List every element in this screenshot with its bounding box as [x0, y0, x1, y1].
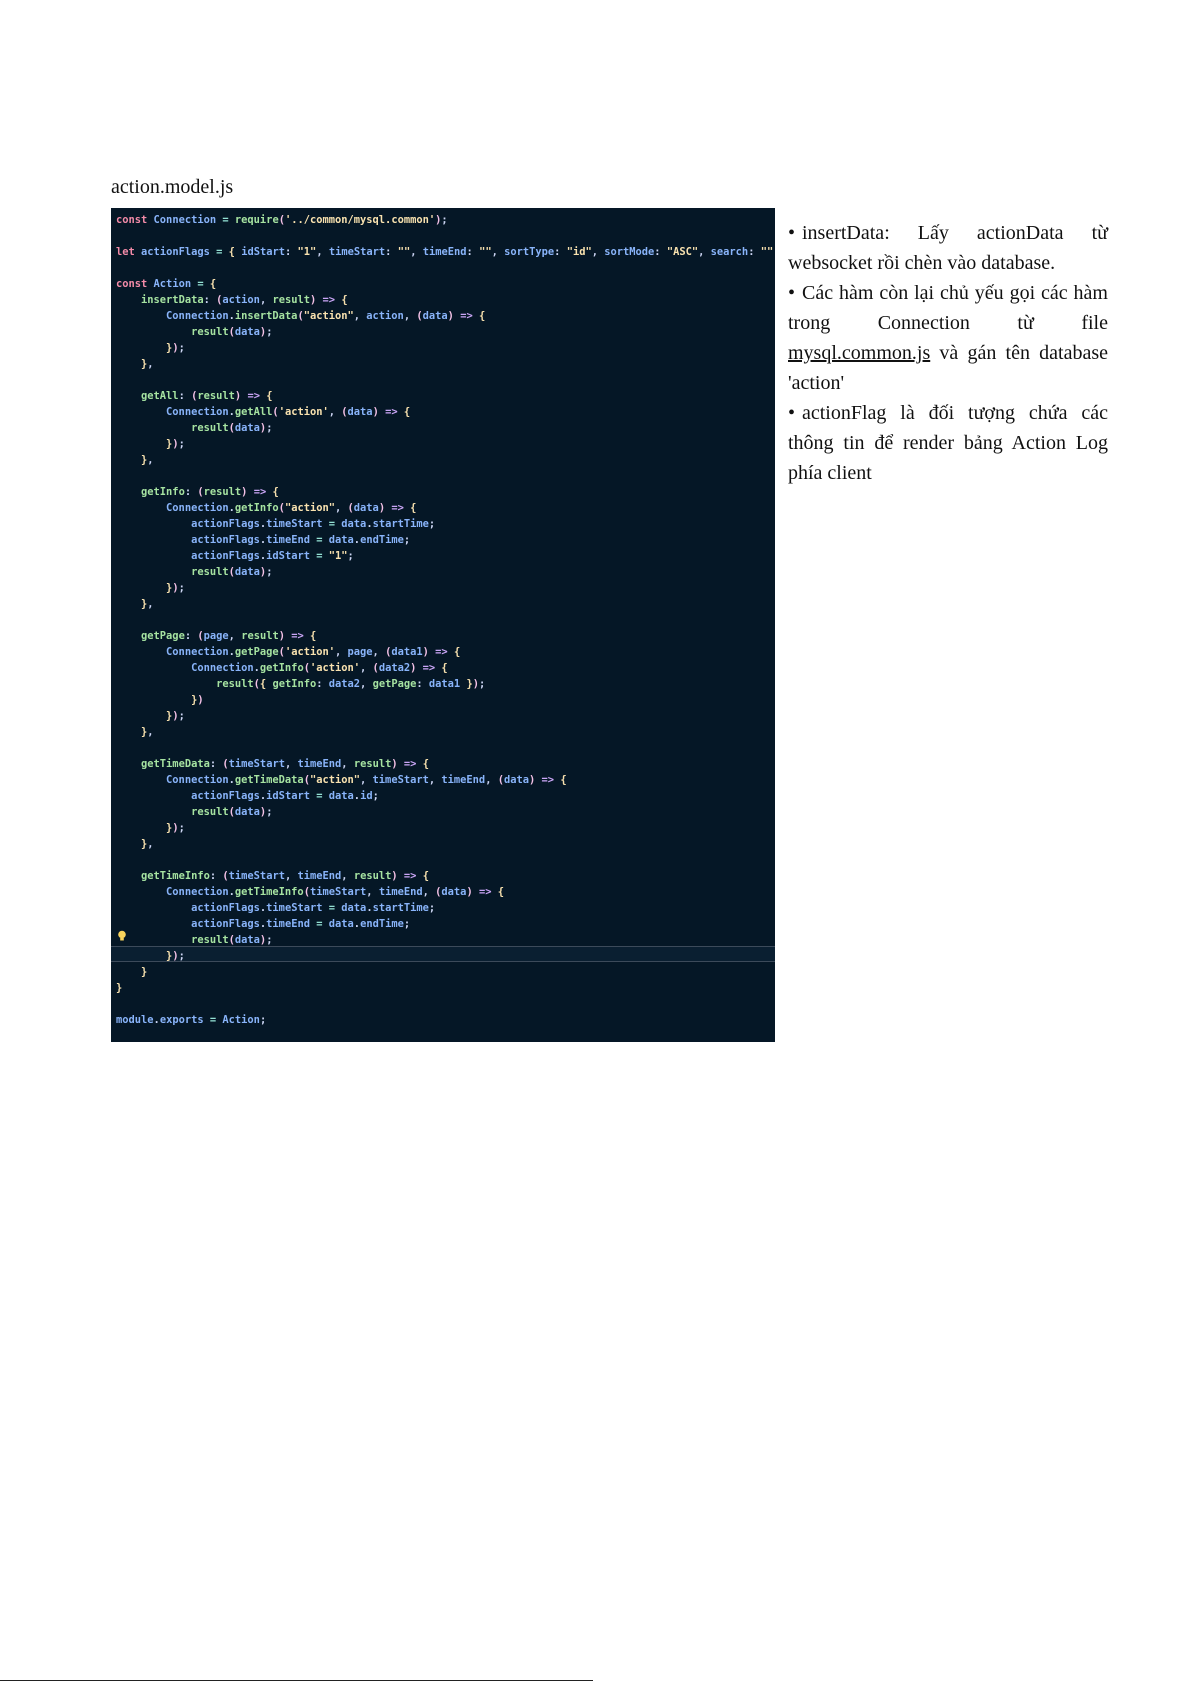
code-line — [116, 612, 775, 628]
code-line: }); — [166, 438, 185, 450]
code-line: actionFlags.idStart = "1"; — [191, 550, 354, 562]
note-connection-text: Các hàm còn lại chủ yếu gọi các hàm trong Connection từ file — [788, 282, 1108, 334]
code-line: }); — [166, 822, 185, 834]
code-line: const Action = { — [116, 278, 217, 290]
footer-rule — [0, 1680, 593, 1681]
bullet-icon: • — [788, 282, 796, 304]
note-connection — [788, 278, 1108, 398]
code-line: getAll: (result) => { — [141, 390, 273, 402]
code-line: Connection.insertData("action", action, (data) => { — [166, 310, 486, 322]
mysql-common-link[interactable]: mysql.common.js — [788, 342, 931, 364]
code-line — [116, 996, 775, 1012]
code-line: getTimeInfo: (timeStart, timeEnd, result) => { — [141, 870, 429, 882]
code-line: insertData: (action, result) => { — [141, 294, 348, 306]
code-line — [116, 372, 775, 388]
note-insertdata-text: insertData: Lấy actionData từ websocket rồi chèn vào database. — [788, 222, 1108, 274]
code-line: const Connection = require('../common/mysql.common'); — [116, 214, 448, 226]
code-line: let actionFlags = { idStart: "1", timeStart: "", timeEnd: "", sortType: "id", sortMode: "ASC", search: "" — [116, 246, 774, 258]
code-line: actionFlags.idStart = data.id; — [191, 790, 379, 802]
code-line: result(data); — [191, 326, 273, 338]
note-actionflag — [788, 398, 1108, 488]
code-line: result(data); — [191, 934, 273, 946]
code-line: }, — [141, 598, 154, 610]
bullet-icon: • — [788, 402, 796, 424]
code-line: actionFlags.timeEnd = data.endTime; — [191, 534, 411, 546]
code-line: Connection.getTimeInfo(timeStart, timeEnd, (data) => { — [166, 886, 505, 898]
code-line: result(data); — [191, 566, 273, 578]
code-line: Connection.getPage('action', page, (data1) => { — [166, 646, 461, 658]
code-line: Connection.getTimeData("action", timeStart, timeEnd, (data) => { — [166, 774, 567, 786]
code-line — [116, 228, 775, 244]
code-line: }); — [166, 950, 185, 962]
code-line: } — [141, 966, 148, 978]
code-block — [116, 212, 775, 1028]
code-line: } — [116, 982, 123, 994]
code-line — [116, 740, 775, 756]
code-line: result(data); — [191, 806, 273, 818]
code-line: result({ getInfo: data2, getPage: data1 }); — [216, 678, 486, 690]
code-line: Connection.getInfo("action", (data) => { — [166, 502, 417, 514]
code-line: getInfo: (result) => { — [141, 486, 279, 498]
file-caption: action.model.js — [111, 176, 234, 198]
code-line: result(data); — [191, 422, 273, 434]
code-line: module.exports = Action; — [116, 1014, 267, 1026]
code-line: }); — [166, 582, 185, 594]
code-line: }, — [141, 726, 154, 738]
code-line: }) — [191, 694, 204, 706]
code-line: Connection.getInfo('action', (data2) => { — [191, 662, 448, 674]
note-actionflag-text: actionFlag là đối tượng chứa các thông tin để render bảng Action Log phía client — [788, 402, 1108, 484]
code-line: }); — [166, 710, 185, 722]
code-line: actionFlags.timeEnd = data.endTime; — [191, 918, 411, 930]
code-line — [116, 852, 775, 868]
notes-list — [788, 218, 1108, 488]
note-insertdata — [788, 218, 1108, 278]
code-line: }); — [166, 342, 185, 354]
code-line: actionFlags.timeStart = data.startTime; — [191, 902, 436, 914]
code-line: }, — [141, 454, 154, 466]
code-line: getPage: (page, result) => { — [141, 630, 317, 642]
code-line: getTimeData: (timeStart, timeEnd, result) => { — [141, 758, 429, 770]
code-line: actionFlags.timeStart = data.startTime; — [191, 518, 436, 530]
code-line: }, — [141, 358, 154, 370]
code-line: Connection.getAll('action', (data) => { — [166, 406, 411, 418]
code-line — [116, 260, 775, 276]
bullet-icon: • — [788, 222, 796, 244]
code-line — [116, 468, 775, 484]
code-screenshot — [111, 208, 775, 1042]
note-connection-text-tail: và gán tên database 'action' — [788, 342, 1108, 394]
code-line: }, — [141, 838, 154, 850]
